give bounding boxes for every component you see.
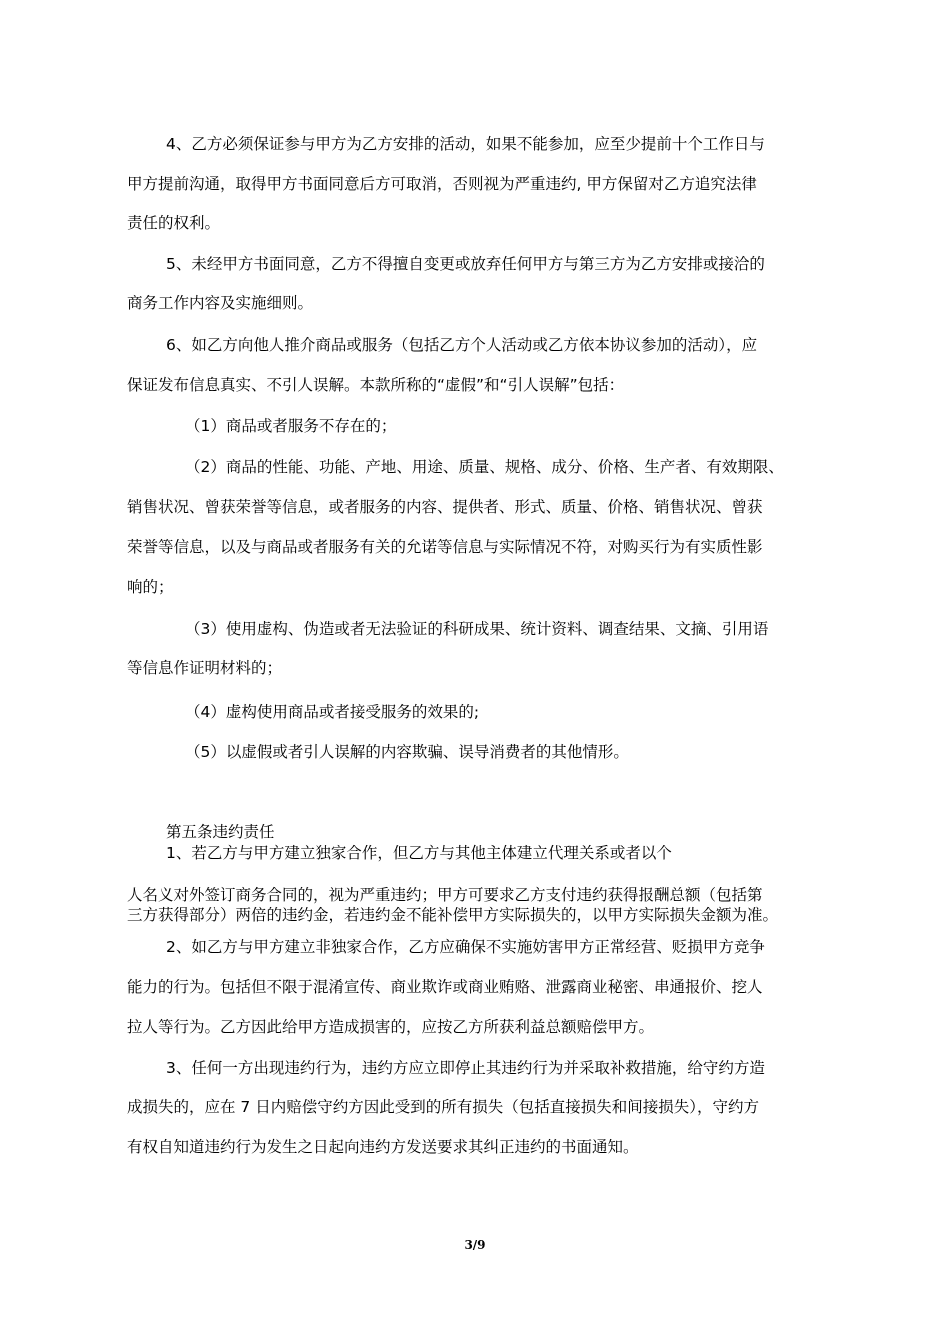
item-2-line-3: 荣誉等信息，以及与商品或者服务有关的允诺等信息与实际情况不符，对购买行为有实质性影 [127, 538, 763, 556]
article-5-heading: 第五条违约责任 [166, 823, 275, 841]
clause-4-line-2: 甲方提前沟通，取得甲方书面同意后方可取消，否则视为严重违约, 甲方保留对乙方追究法律 [127, 175, 757, 193]
item-3-line-1: （3）使用虚构、伪造或者无法验证的科研成果、统计资料、调查结果、文摘、引用语 [185, 620, 769, 638]
clause-4-line-3: 责任的权利。 [127, 214, 221, 232]
item-2-line-1: （2）商品的性能、功能、产地、用途、质量、规格、成分、价格、生产者、有效期限、 [185, 458, 784, 476]
article-5-clause-2-line-1: 2、如乙方与甲方建立非独家合作，乙方应确保不实施妨害甲方正常经营、贬损甲方竞争 [166, 938, 765, 956]
article-5-clause-2-line-3: 拉人等行为。乙方因此给甲方造成损害的，应按乙方所获利益总额赔偿甲方。 [127, 1018, 655, 1036]
article-5-clause-1-line-2: 人名义对外签订商务合同的，视为严重违约；甲方可要求乙方支付违约获得报酬总额（包括第 [127, 886, 763, 904]
clause-5-line-2: 商务工作内容及实施细则。 [127, 294, 314, 312]
item-4-line-1: （4）虚构使用商品或者接受服务的效果的; [185, 703, 480, 721]
article-5-clause-3-line-1: 3、任何一方出现违约行为，违约方应立即停止其违约行为并采取补救措施，给守约方造 [166, 1059, 765, 1077]
item-2-line-4: 响的； [127, 578, 174, 596]
clause-6-line-1: 6、如乙方向他人推介商品或服务（包括乙方个人活动或乙方依本协议参加的活动），应 [166, 336, 758, 354]
item-1-line-1: （1）商品或者服务不存在的； [185, 417, 397, 435]
article-5-clause-1-line-3: 三方获得部分）两倍的违约金，若违约金不能补偿甲方实际损失的，以甲方实际损失金额为准。 [127, 906, 779, 924]
article-5-clause-3-line-2: 成损失的，应在 7 日内赔偿守约方因此受到的所有损失（包括直接损失和间接损失），守约方 [127, 1098, 759, 1116]
article-5-clause-1-line-1: 1、若乙方与甲方建立独家合作，但乙方与其他主体建立代理关系或者以个 [166, 844, 672, 862]
item-2-line-2: 销售状况、曾获荣誉等信息，或者服务的内容、提供者、形式、质量、价格、销售状况、曾获 [127, 498, 763, 516]
item-3-line-2: 等信息作证明材料的； [127, 659, 283, 677]
item-5-line-1: （5）以虚假或者引人误解的内容欺骗、误导消费者的其他情形。 [185, 743, 629, 761]
clause-4-line-1: 4、乙方必须保证参与甲方为乙方安排的活动，如果不能参加，应至少提前十个工作日与 [166, 135, 765, 153]
page-number: 3/9 [464, 1238, 486, 1252]
clause-5-line-1: 5、未经甲方书面同意，乙方不得擅自变更或放弃任何甲方与第三方为乙方安排或接洽的 [166, 255, 765, 273]
article-5-clause-2-line-2: 能力的行为。包括但不限于混淆宣传、商业欺诈或商业贿赂、泄露商业秘密、串通报价、挖人 [127, 978, 763, 996]
article-5-clause-3-line-3: 有权自知道违约行为发生之日起向违约方发送要求其纠正违约的书面通知。 [127, 1138, 639, 1156]
clause-6-line-2: 保证发布信息真实、不引人误解。本款所称的“虚假”和“引人误解”包括： [127, 376, 625, 394]
